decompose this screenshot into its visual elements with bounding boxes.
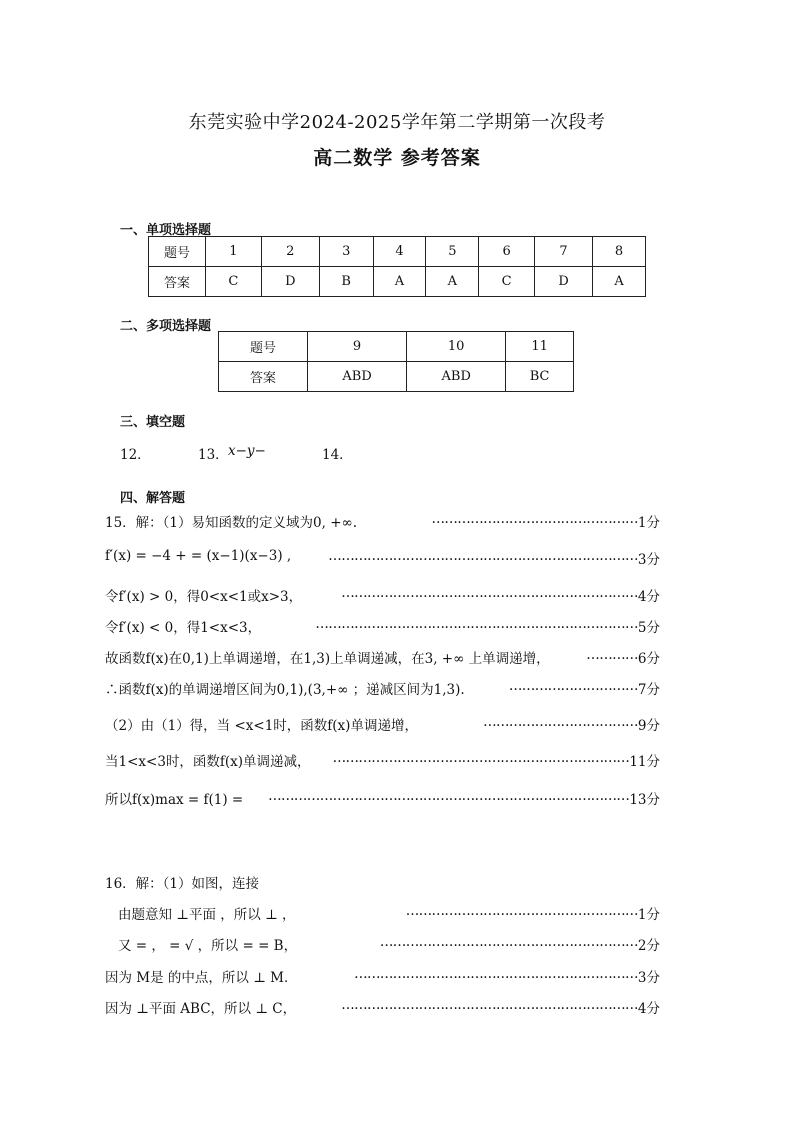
solution-line [105, 872, 660, 892]
solution-leader-dots: ………………………… [508, 678, 638, 694]
table-row-label: 题号 [149, 237, 206, 267]
table-row [149, 237, 646, 267]
table-cell: A [593, 267, 646, 297]
single-choice-table [148, 236, 646, 297]
table-cell: B [319, 267, 373, 297]
solution-line [105, 788, 660, 808]
solution-text: ∴函数f(x)的单调递增区间为0,1),(3,+∞ ；递减区间为1,3). [105, 682, 465, 698]
solution-text: 由题意知 ⊥平面 ，所以 ⊥ ， [118, 907, 296, 923]
table-cell: A [426, 267, 479, 297]
section-heading-multi-choice: 二、多项选择题 [120, 319, 212, 334]
multi-choice-table [218, 331, 574, 392]
document-title: 东莞实验中学2024-2025学年第二学期第一次段考 [188, 112, 606, 133]
solution-text: 16．解：（1）如图，连接 [105, 876, 260, 892]
solution-score: 3分 [637, 552, 660, 568]
solution-leader-dots [259, 872, 660, 892]
solution-score: 9分 [637, 718, 660, 734]
document-subtitle: 高二数学 参考答案 [313, 147, 481, 169]
table-cell: ABD [407, 362, 506, 392]
table-row [149, 267, 646, 297]
solution-text: 又 = ， = √ ，所以 = = B， [118, 938, 298, 954]
solution-leader-dots: ……………………………………………………………… [328, 548, 638, 564]
table-cell: 5 [426, 237, 479, 267]
solution-leader-dots: ………… [586, 647, 638, 663]
table-cell: 6 [479, 237, 535, 267]
solution-line [118, 903, 660, 923]
solution-score: 13分 [629, 792, 660, 808]
solution-line [105, 585, 660, 605]
solution-line [105, 997, 660, 1017]
solution-score: 1分 [637, 907, 660, 923]
solution-text: 所以f(x)max = f(1) = [105, 792, 244, 808]
table-cell: 10 [407, 332, 506, 362]
solution-text: 当1<x<3时，函数f(x)单调递减， [105, 754, 311, 770]
solution-line [105, 511, 660, 531]
solution-text: （2）由（1）得，当 <x<1时，函数f(x)单调递增， [105, 718, 418, 734]
table-row [219, 362, 574, 392]
solution-text: 令f′(x) < 0，得1<x<3， [105, 620, 262, 636]
solution-line [105, 714, 660, 734]
table-row-label: 答案 [219, 362, 308, 392]
table-cell: 4 [373, 237, 426, 267]
table-cell: D [534, 267, 592, 297]
solution-score: 6分 [637, 651, 660, 667]
section-heading-single-choice: 一、单项选择题 [120, 223, 212, 238]
solution-score: 4分 [637, 1001, 660, 1017]
solution-score: 7分 [637, 682, 660, 698]
solution-score: 4分 [637, 589, 660, 605]
solution-line [105, 548, 660, 568]
table-cell: 8 [593, 237, 646, 267]
solution-score: 5分 [637, 620, 660, 636]
solution-leader-dots: …………………………………………………………… [341, 997, 638, 1013]
solution-leader-dots: …………………………………………………… [379, 934, 638, 950]
table-cell: 9 [308, 332, 407, 362]
section-heading-solutions: 四、解答题 [120, 491, 186, 506]
solution-text: 15．解：（1）易知函数的定义域为0, +∞. [105, 515, 358, 531]
solution-leader-dots: ………………………………………………………… [354, 966, 638, 982]
solution-leader-dots: …………………………………………………………… [341, 585, 638, 601]
solution-text: 因为 ⊥平面 ABC，所以 ⊥ C， [105, 1001, 297, 1017]
solution-text: 令f′(x) > 0，得0<x<1或x>3， [105, 589, 303, 605]
table-cell: D [261, 267, 319, 297]
table-cell: A [373, 267, 426, 297]
solution-leader-dots: ………………………………………………………………………… [268, 788, 630, 804]
table-cell: 1 [206, 237, 262, 267]
solution-score: 1分 [637, 515, 660, 531]
solution-leader-dots: ……………………………… [483, 714, 638, 730]
table-cell: C [479, 267, 535, 297]
fill-answer-13-expression: x−y− [228, 443, 266, 459]
solution-line [105, 966, 660, 986]
solution-score: 11分 [629, 754, 660, 770]
table-cell: 3 [319, 237, 373, 267]
solution-line [105, 750, 660, 770]
fill-answer-13: 13． [198, 447, 229, 463]
table-row-label: 答案 [149, 267, 206, 297]
solution-leader-dots: …………………………………………………………… [332, 750, 630, 766]
table-row [219, 332, 574, 362]
table-cell: 7 [534, 237, 592, 267]
table-cell: 2 [261, 237, 319, 267]
section-heading-fill-blank: 三、填空题 [120, 415, 186, 430]
solution-text: 故函数f(x)在0,1)上单调递增，在1,3)上单调递减，在3, +∞ 上单调递增， [105, 651, 550, 667]
table-cell: 11 [506, 332, 574, 362]
solution-line [118, 934, 660, 954]
solution-line [105, 616, 660, 636]
table-cell: BC [506, 362, 574, 392]
solution-leader-dots: ………………………………………………………………… [315, 616, 638, 632]
table-cell: C [206, 267, 262, 297]
table-row-label: 题号 [219, 332, 308, 362]
solution-score: 3分 [637, 970, 660, 986]
fill-answer-14: 14． [322, 447, 353, 463]
solution-text: f′(x) = −4 + = (x−1)(x−3) , [105, 548, 292, 564]
solution-leader-dots: ……………………………………………… [405, 903, 638, 919]
solution-score: 2分 [637, 938, 660, 954]
solution-line [105, 647, 660, 667]
solution-text: 因为 M是 的中点，所以 ⊥ M． [105, 970, 298, 986]
table-cell: ABD [308, 362, 407, 392]
solution-line [105, 678, 660, 698]
solution-leader-dots: ………………………………………… [431, 511, 638, 527]
fill-answer-12: 12． [120, 447, 151, 463]
